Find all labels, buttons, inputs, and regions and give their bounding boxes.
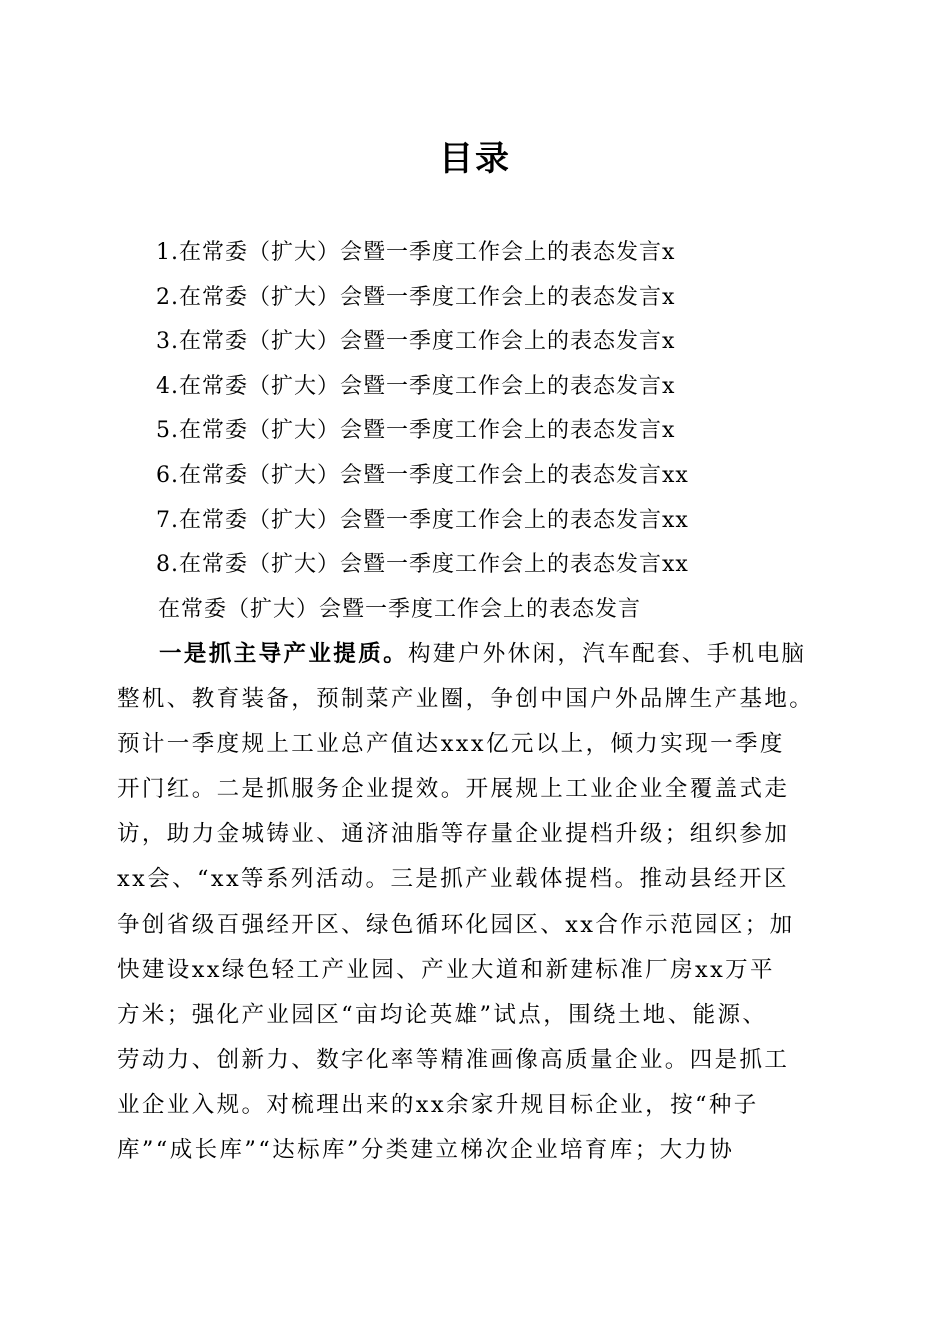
toc-item-label: 5.在常委（扩大）会暨一季度工作会上的表态发言 — [156, 418, 662, 444]
toc-item[interactable] — [156, 276, 836, 321]
body-line-text: 构建户外休闲，汽车配套、手机电脑 — [408, 641, 807, 667]
body-line: 开门红。二是抓服务企业提效。开展规上工业企业全覆盖式走 — [117, 776, 790, 803]
toc-item-page: xx — [662, 462, 689, 488]
document-heading: 在常委（扩大）会暨一季度工作会上的表态发言 — [158, 597, 642, 622]
toc-item[interactable] — [156, 543, 836, 588]
page-title: 目录 — [439, 139, 511, 179]
toc-item-page: xx — [662, 507, 689, 533]
body-line: 业企业入规。对梳理出来的xx余家升规目标企业，按“种子 — [117, 1091, 759, 1118]
toc-item[interactable] — [156, 499, 836, 544]
toc-item-label: 6.在常委（扩大）会暨一季度工作会上的表态发言 — [156, 462, 662, 488]
toc-item[interactable] — [156, 409, 836, 454]
body-line: 整机、教育装备，预制菜产业圈，争创中国户外品牌生产基地。 — [117, 686, 815, 713]
lead-bold-text: 一是抓主导产业提质。 — [159, 641, 409, 667]
body-line: xx会、“xx等系列活动。三是抓产业载体提档。推动县经开区 — [117, 866, 789, 893]
body-paragraph — [117, 632, 837, 1173]
toc-item-page: x — [662, 329, 676, 355]
toc-item[interactable] — [156, 231, 836, 276]
toc-item-label: 7.在常委（扩大）会暨一季度工作会上的表态发言 — [156, 507, 662, 533]
body-line: 预计一季度规上工业总产值达xxx亿元以上，倾力实现一季度 — [117, 731, 785, 758]
toc-item[interactable] — [156, 365, 836, 410]
body-line: 争创省级百强经开区、绿色循环化园区、xx合作示范园区；加 — [117, 911, 795, 938]
body-line: 劳动力、创新力、数字化率等精准画像高质量企业。四是抓工 — [117, 1046, 790, 1073]
body-line — [117, 632, 837, 677]
toc-item-label: 2.在常委（扩大）会暨一季度工作会上的表态发言 — [156, 284, 662, 310]
body-line: 方米；强化产业园区“亩均论英雄”试点，围绕土地、能源、 — [117, 1001, 768, 1028]
toc-item-label: 4.在常委（扩大）会暨一季度工作会上的表态发言 — [156, 373, 662, 399]
toc-item-page: x — [662, 240, 676, 265]
body-line: 访，助力金城铸业、通济油脂等存量企业提档升级；组织参加 — [117, 821, 790, 848]
toc-item-page: x — [662, 418, 676, 444]
toc-item-page: x — [662, 284, 676, 310]
body-line: 快建设xx绿色轻工产业园、产业大道和新建标准厂房xx万平 — [117, 956, 775, 983]
toc-item-label: 1.在常委（扩大）会暨一季度工作会上的表态发言 — [156, 240, 662, 265]
toc-item-label: 8.在常委（扩大）会暨一季度工作会上的表态发言 — [156, 552, 662, 578]
toc-item[interactable] — [156, 454, 836, 499]
body-line: 库”“成长库”“达标库”分类建立梯次企业培育库；大力协 — [117, 1137, 735, 1164]
toc-item-page: xx — [662, 552, 689, 578]
toc-item-page: x — [662, 373, 676, 399]
toc-item-label: 3.在常委（扩大）会暨一季度工作会上的表态发言 — [156, 329, 662, 355]
table-of-contents — [156, 231, 836, 588]
toc-item[interactable] — [156, 320, 836, 365]
